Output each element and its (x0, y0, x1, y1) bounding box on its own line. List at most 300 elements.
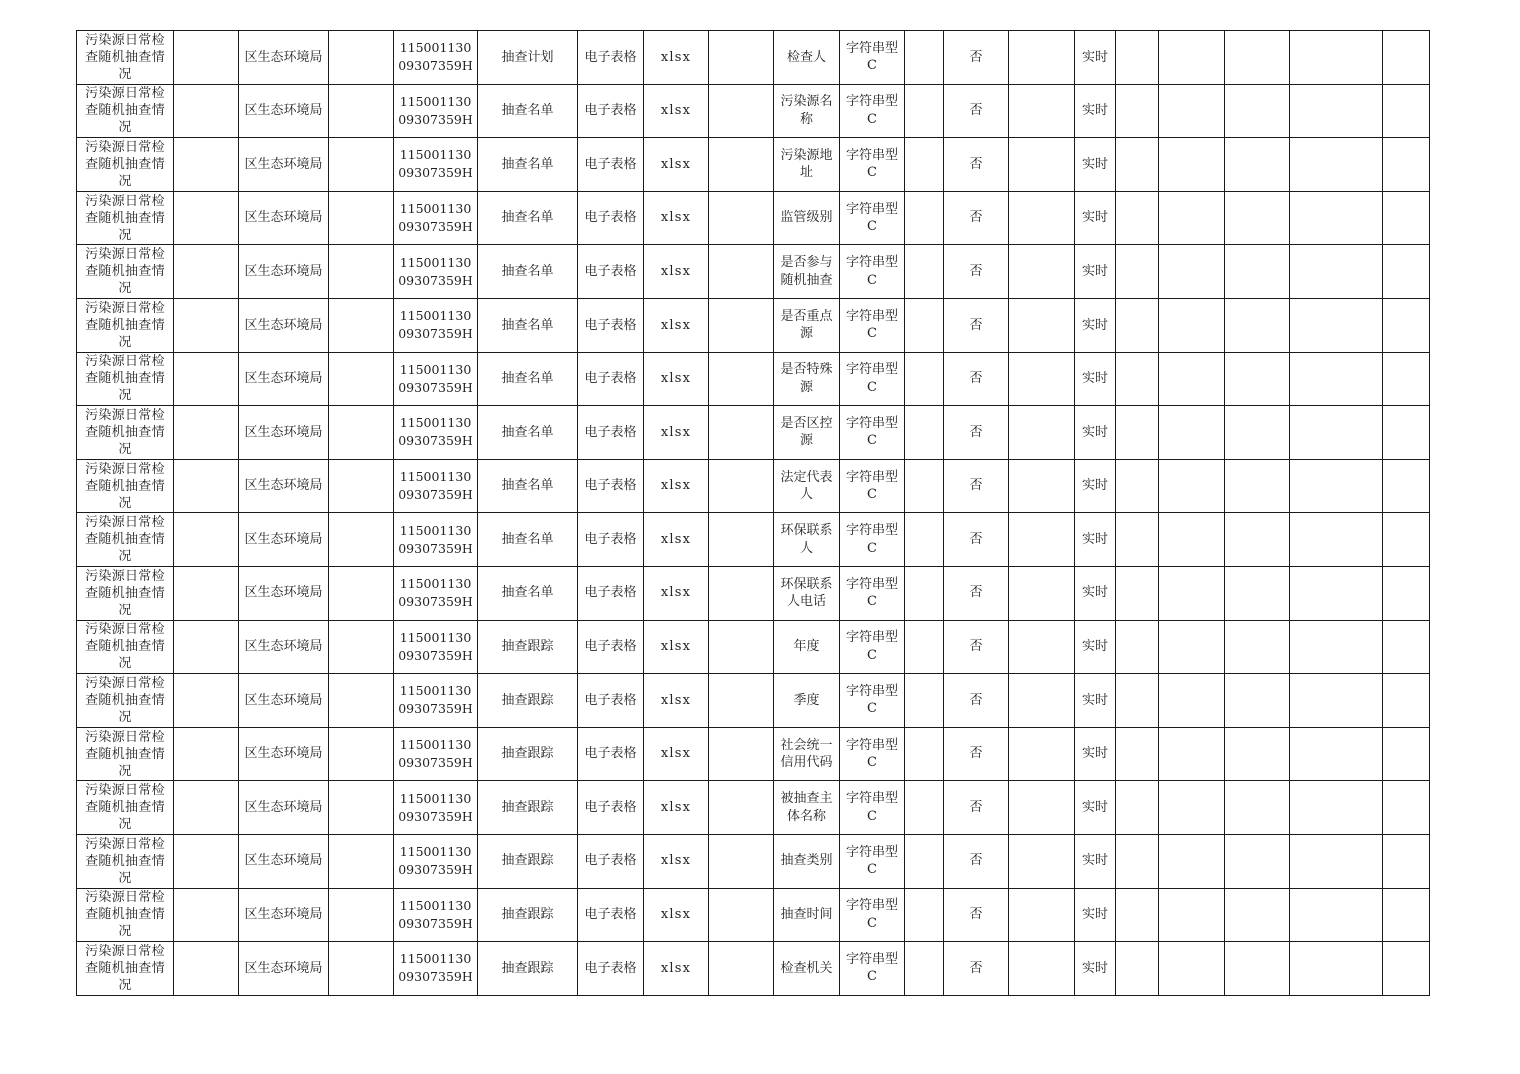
format-cell: xlsx (644, 298, 709, 352)
resource-type-cell: 电子表格 (578, 674, 644, 728)
format-cell: xlsx (644, 31, 709, 85)
info-item-cell: 抽查名单 (478, 566, 578, 620)
empty-cell (1383, 406, 1430, 460)
empty-cell (905, 406, 944, 460)
field-name-cell: 是否参与随机抽查 (774, 245, 840, 299)
field-name-cell: 是否重点源 (774, 298, 840, 352)
empty-cell (1009, 352, 1075, 406)
table-row (77, 674, 1430, 728)
credit-code-cell: 11500113009307359H (394, 888, 478, 942)
department-cell: 区生态环境局 (239, 727, 329, 781)
empty-cell (905, 727, 944, 781)
resource-type-cell: 电子表格 (578, 406, 644, 460)
format-cell: xlsx (644, 352, 709, 406)
empty-cell (1290, 727, 1383, 781)
data-type-cell: 字符串型C (840, 298, 905, 352)
empty-cell (174, 459, 239, 513)
empty-cell (1009, 566, 1075, 620)
data-type-cell: 字符串型C (840, 942, 905, 996)
empty-cell (1383, 942, 1430, 996)
format-cell: xlsx (644, 138, 709, 192)
update-cycle-cell: 实时 (1075, 674, 1116, 728)
sharing-flag-cell: 否 (944, 352, 1009, 406)
data-type-cell: 字符串型C (840, 352, 905, 406)
empty-cell (709, 31, 774, 85)
empty-cell (174, 620, 239, 674)
data-type-cell: 字符串型C (840, 84, 905, 138)
table-row (77, 566, 1430, 620)
resource-type-cell: 电子表格 (578, 727, 644, 781)
empty-cell (174, 942, 239, 996)
field-name-cell: 被抽查主体名称 (774, 781, 840, 835)
empty-cell (174, 406, 239, 460)
empty-cell (1116, 727, 1159, 781)
format-cell: xlsx (644, 513, 709, 567)
empty-cell (174, 781, 239, 835)
format-cell: xlsx (644, 727, 709, 781)
resource-name-cell: 污染源日常检查随机抽查情况 (77, 84, 174, 138)
table-row (77, 620, 1430, 674)
empty-cell (1159, 459, 1225, 513)
resource-name-cell: 污染源日常检查随机抽查情况 (77, 781, 174, 835)
table-row (77, 138, 1430, 192)
empty-cell (1116, 513, 1159, 567)
empty-cell (1159, 513, 1225, 567)
empty-cell (1383, 31, 1430, 85)
empty-cell (1290, 781, 1383, 835)
data-type-cell: 字符串型C (840, 781, 905, 835)
empty-cell (329, 138, 394, 192)
sharing-flag-cell: 否 (944, 406, 1009, 460)
empty-cell (1009, 191, 1075, 245)
empty-cell (329, 620, 394, 674)
empty-cell (1290, 298, 1383, 352)
table-row (77, 888, 1430, 942)
format-cell: xlsx (644, 566, 709, 620)
empty-cell (1009, 620, 1075, 674)
empty-cell (1116, 245, 1159, 299)
empty-cell (1290, 459, 1383, 513)
resource-type-cell: 电子表格 (578, 84, 644, 138)
empty-cell (709, 84, 774, 138)
empty-cell (1383, 566, 1430, 620)
department-cell: 区生态环境局 (239, 834, 329, 888)
empty-cell (1009, 406, 1075, 460)
empty-cell (709, 406, 774, 460)
empty-cell (1290, 674, 1383, 728)
empty-cell (1116, 566, 1159, 620)
department-cell: 区生态环境局 (239, 31, 329, 85)
credit-code-cell: 11500113009307359H (394, 138, 478, 192)
empty-cell (1225, 191, 1290, 245)
department-cell: 区生态环境局 (239, 298, 329, 352)
table-row (77, 352, 1430, 406)
empty-cell (1225, 84, 1290, 138)
sharing-flag-cell: 否 (944, 245, 1009, 299)
update-cycle-cell: 实时 (1075, 727, 1116, 781)
empty-cell (1009, 298, 1075, 352)
empty-cell (174, 674, 239, 728)
empty-cell (1159, 352, 1225, 406)
format-cell: xlsx (644, 888, 709, 942)
empty-cell (174, 31, 239, 85)
empty-cell (1290, 138, 1383, 192)
empty-cell (329, 781, 394, 835)
table-row (77, 459, 1430, 513)
format-cell: xlsx (644, 84, 709, 138)
resource-name-cell: 污染源日常检查随机抽查情况 (77, 459, 174, 513)
sharing-flag-cell: 否 (944, 513, 1009, 567)
info-item-cell: 抽查名单 (478, 513, 578, 567)
sharing-flag-cell: 否 (944, 459, 1009, 513)
empty-cell (329, 942, 394, 996)
resource-type-cell: 电子表格 (578, 298, 644, 352)
format-cell: xlsx (644, 781, 709, 835)
format-cell: xlsx (644, 245, 709, 299)
empty-cell (1116, 84, 1159, 138)
empty-cell (1116, 888, 1159, 942)
empty-cell (1225, 513, 1290, 567)
empty-cell (1290, 888, 1383, 942)
empty-cell (1383, 727, 1430, 781)
empty-cell (1225, 566, 1290, 620)
empty-cell (1383, 245, 1430, 299)
sharing-flag-cell: 否 (944, 298, 1009, 352)
empty-cell (1159, 888, 1225, 942)
credit-code-cell: 11500113009307359H (394, 459, 478, 513)
data-type-cell: 字符串型C (840, 459, 905, 513)
credit-code-cell: 11500113009307359H (394, 674, 478, 728)
department-cell: 区生态环境局 (239, 138, 329, 192)
info-item-cell: 抽查跟踪 (478, 781, 578, 835)
sharing-flag-cell: 否 (944, 674, 1009, 728)
empty-cell (329, 352, 394, 406)
empty-cell (1159, 620, 1225, 674)
empty-cell (329, 834, 394, 888)
data-type-cell: 字符串型C (840, 834, 905, 888)
empty-cell (329, 888, 394, 942)
empty-cell (709, 352, 774, 406)
empty-cell (905, 620, 944, 674)
data-type-cell: 字符串型C (840, 674, 905, 728)
empty-cell (709, 727, 774, 781)
empty-cell (1290, 191, 1383, 245)
update-cycle-cell: 实时 (1075, 352, 1116, 406)
sharing-flag-cell: 否 (944, 781, 1009, 835)
empty-cell (1116, 31, 1159, 85)
sharing-flag-cell: 否 (944, 888, 1009, 942)
resource-type-cell: 电子表格 (578, 31, 644, 85)
resource-name-cell: 污染源日常检查随机抽查情况 (77, 888, 174, 942)
field-name-cell: 检查机关 (774, 942, 840, 996)
empty-cell (709, 674, 774, 728)
empty-cell (1159, 727, 1225, 781)
empty-cell (1116, 138, 1159, 192)
empty-cell (1116, 674, 1159, 728)
credit-code-cell: 11500113009307359H (394, 566, 478, 620)
table-row (77, 84, 1430, 138)
resource-name-cell: 污染源日常检查随机抽查情况 (77, 352, 174, 406)
credit-code-cell: 11500113009307359H (394, 352, 478, 406)
empty-cell (1009, 942, 1075, 996)
empty-cell (1290, 566, 1383, 620)
data-type-cell: 字符串型C (840, 191, 905, 245)
empty-cell (1225, 459, 1290, 513)
empty-cell (1383, 620, 1430, 674)
empty-cell (1009, 513, 1075, 567)
department-cell: 区生态环境局 (239, 513, 329, 567)
empty-cell (905, 459, 944, 513)
sharing-flag-cell: 否 (944, 942, 1009, 996)
data-type-cell: 字符串型C (840, 406, 905, 460)
update-cycle-cell: 实时 (1075, 84, 1116, 138)
empty-cell (174, 84, 239, 138)
resource-name-cell: 污染源日常检查随机抽查情况 (77, 942, 174, 996)
empty-cell (1290, 513, 1383, 567)
department-cell: 区生态环境局 (239, 942, 329, 996)
empty-cell (1159, 942, 1225, 996)
empty-cell (1009, 84, 1075, 138)
empty-cell (1290, 84, 1383, 138)
field-name-cell: 检查人 (774, 31, 840, 85)
credit-code-cell: 11500113009307359H (394, 620, 478, 674)
info-item-cell: 抽查名单 (478, 191, 578, 245)
empty-cell (1290, 620, 1383, 674)
update-cycle-cell: 实时 (1075, 834, 1116, 888)
table-row (77, 834, 1430, 888)
sharing-flag-cell: 否 (944, 834, 1009, 888)
resource-name-cell: 污染源日常检查随机抽查情况 (77, 566, 174, 620)
empty-cell (905, 566, 944, 620)
field-name-cell: 年度 (774, 620, 840, 674)
empty-cell (174, 566, 239, 620)
table-body (77, 31, 1430, 996)
empty-cell (1116, 459, 1159, 513)
empty-cell (905, 942, 944, 996)
empty-cell (905, 352, 944, 406)
empty-cell (1290, 406, 1383, 460)
resource-name-cell: 污染源日常检查随机抽查情况 (77, 727, 174, 781)
empty-cell (1009, 31, 1075, 85)
data-type-cell: 字符串型C (840, 888, 905, 942)
empty-cell (1009, 245, 1075, 299)
sharing-flag-cell: 否 (944, 84, 1009, 138)
empty-cell (709, 138, 774, 192)
info-item-cell: 抽查跟踪 (478, 620, 578, 674)
empty-cell (1225, 674, 1290, 728)
update-cycle-cell: 实时 (1075, 942, 1116, 996)
resource-name-cell: 污染源日常检查随机抽查情况 (77, 513, 174, 567)
empty-cell (1116, 620, 1159, 674)
empty-cell (1009, 459, 1075, 513)
data-type-cell: 字符串型C (840, 513, 905, 567)
resource-type-cell: 电子表格 (578, 781, 644, 835)
credit-code-cell: 11500113009307359H (394, 298, 478, 352)
format-cell: xlsx (644, 834, 709, 888)
empty-cell (1383, 84, 1430, 138)
empty-cell (174, 191, 239, 245)
resource-type-cell: 电子表格 (578, 888, 644, 942)
credit-code-cell: 11500113009307359H (394, 727, 478, 781)
info-item-cell: 抽查跟踪 (478, 727, 578, 781)
empty-cell (1290, 31, 1383, 85)
empty-cell (1225, 298, 1290, 352)
table-row (77, 781, 1430, 835)
empty-cell (1225, 834, 1290, 888)
empty-cell (1159, 245, 1225, 299)
field-name-cell: 季度 (774, 674, 840, 728)
empty-cell (905, 298, 944, 352)
empty-cell (174, 727, 239, 781)
format-cell: xlsx (644, 674, 709, 728)
empty-cell (1116, 834, 1159, 888)
department-cell: 区生态环境局 (239, 352, 329, 406)
empty-cell (1383, 674, 1430, 728)
empty-cell (1383, 834, 1430, 888)
sharing-flag-cell: 否 (944, 138, 1009, 192)
sharing-flag-cell: 否 (944, 727, 1009, 781)
empty-cell (709, 942, 774, 996)
info-item-cell: 抽查名单 (478, 406, 578, 460)
format-cell: xlsx (644, 191, 709, 245)
resource-name-cell: 污染源日常检查随机抽查情况 (77, 674, 174, 728)
empty-cell (174, 888, 239, 942)
update-cycle-cell: 实时 (1075, 888, 1116, 942)
resource-name-cell: 污染源日常检查随机抽查情况 (77, 138, 174, 192)
empty-cell (1383, 138, 1430, 192)
empty-cell (1116, 191, 1159, 245)
empty-cell (1225, 781, 1290, 835)
info-item-cell: 抽查名单 (478, 84, 578, 138)
credit-code-cell: 11500113009307359H (394, 84, 478, 138)
info-item-cell: 抽查跟踪 (478, 674, 578, 728)
empty-cell (1225, 888, 1290, 942)
info-item-cell: 抽查名单 (478, 352, 578, 406)
empty-cell (1225, 138, 1290, 192)
empty-cell (329, 513, 394, 567)
empty-cell (1159, 406, 1225, 460)
field-name-cell: 环保联系人 (774, 513, 840, 567)
info-item-cell: 抽查跟踪 (478, 834, 578, 888)
empty-cell (329, 406, 394, 460)
empty-cell (1383, 459, 1430, 513)
empty-cell (905, 781, 944, 835)
empty-cell (1009, 888, 1075, 942)
empty-cell (905, 31, 944, 85)
department-cell: 区生态环境局 (239, 781, 329, 835)
empty-cell (1159, 138, 1225, 192)
field-name-cell: 抽查时间 (774, 888, 840, 942)
table-row (77, 191, 1430, 245)
credit-code-cell: 11500113009307359H (394, 31, 478, 85)
format-cell: xlsx (644, 406, 709, 460)
credit-code-cell: 11500113009307359H (394, 942, 478, 996)
empty-cell (329, 727, 394, 781)
empty-cell (905, 84, 944, 138)
empty-cell (1159, 84, 1225, 138)
update-cycle-cell: 实时 (1075, 566, 1116, 620)
info-item-cell: 抽查名单 (478, 245, 578, 299)
info-item-cell: 抽查计划 (478, 31, 578, 85)
empty-cell (1225, 352, 1290, 406)
empty-cell (1009, 834, 1075, 888)
credit-code-cell: 11500113009307359H (394, 191, 478, 245)
empty-cell (1290, 245, 1383, 299)
empty-cell (174, 834, 239, 888)
update-cycle-cell: 实时 (1075, 298, 1116, 352)
empty-cell (1290, 942, 1383, 996)
field-name-cell: 监管级别 (774, 191, 840, 245)
empty-cell (1383, 298, 1430, 352)
empty-cell (1009, 781, 1075, 835)
field-name-cell: 污染源名称 (774, 84, 840, 138)
table-row (77, 727, 1430, 781)
update-cycle-cell: 实时 (1075, 406, 1116, 460)
empty-cell (1225, 620, 1290, 674)
credit-code-cell: 11500113009307359H (394, 834, 478, 888)
field-name-cell: 社会统一信用代码 (774, 727, 840, 781)
update-cycle-cell: 实时 (1075, 191, 1116, 245)
department-cell: 区生态环境局 (239, 191, 329, 245)
update-cycle-cell: 实时 (1075, 138, 1116, 192)
update-cycle-cell: 实时 (1075, 459, 1116, 513)
field-name-cell: 环保联系人电话 (774, 566, 840, 620)
empty-cell (1225, 942, 1290, 996)
credit-code-cell: 11500113009307359H (394, 245, 478, 299)
credit-code-cell: 11500113009307359H (394, 781, 478, 835)
empty-cell (1290, 352, 1383, 406)
field-name-cell: 是否区控源 (774, 406, 840, 460)
info-item-cell: 抽查名单 (478, 459, 578, 513)
resource-name-cell: 污染源日常检查随机抽查情况 (77, 406, 174, 460)
empty-cell (1116, 352, 1159, 406)
empty-cell (1116, 406, 1159, 460)
info-item-cell: 抽查跟踪 (478, 888, 578, 942)
info-item-cell: 抽查名单 (478, 138, 578, 192)
department-cell: 区生态环境局 (239, 459, 329, 513)
department-cell: 区生态环境局 (239, 674, 329, 728)
sharing-flag-cell: 否 (944, 566, 1009, 620)
department-cell: 区生态环境局 (239, 888, 329, 942)
update-cycle-cell: 实时 (1075, 781, 1116, 835)
empty-cell (1290, 834, 1383, 888)
empty-cell (174, 245, 239, 299)
empty-cell (1159, 834, 1225, 888)
empty-cell (1116, 298, 1159, 352)
empty-cell (174, 513, 239, 567)
format-cell: xlsx (644, 942, 709, 996)
resource-type-cell: 电子表格 (578, 620, 644, 674)
credit-code-cell: 11500113009307359H (394, 406, 478, 460)
resource-type-cell: 电子表格 (578, 191, 644, 245)
empty-cell (1159, 674, 1225, 728)
empty-cell (1383, 352, 1430, 406)
update-cycle-cell: 实时 (1075, 31, 1116, 85)
update-cycle-cell: 实时 (1075, 513, 1116, 567)
department-cell: 区生态环境局 (239, 84, 329, 138)
empty-cell (905, 138, 944, 192)
empty-cell (905, 245, 944, 299)
format-cell: xlsx (644, 459, 709, 513)
empty-cell (709, 513, 774, 567)
info-item-cell: 抽查名单 (478, 298, 578, 352)
empty-cell (905, 513, 944, 567)
table-row (77, 245, 1430, 299)
empty-cell (174, 352, 239, 406)
data-type-cell: 字符串型C (840, 245, 905, 299)
empty-cell (709, 298, 774, 352)
field-name-cell: 抽查类别 (774, 834, 840, 888)
